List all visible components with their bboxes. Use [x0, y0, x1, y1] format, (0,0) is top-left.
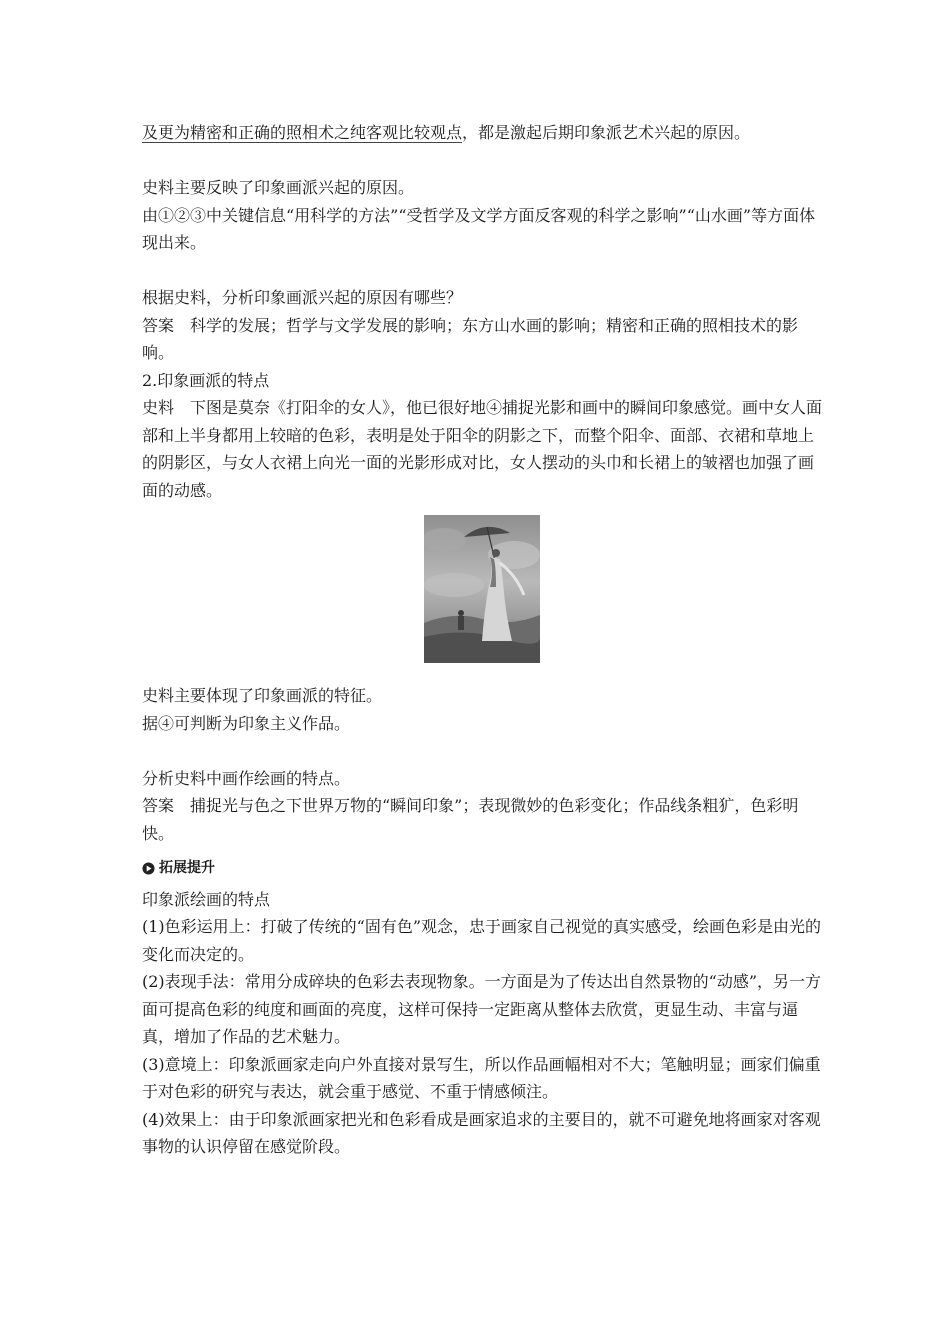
- painting-figure: [142, 515, 822, 663]
- feature-line-1: 史料主要体现了印象画派的特征。: [142, 686, 383, 705]
- extension-item-3: (3)意境上：印象派画家走向户外直接对景写生，所以作品画幅相对不大；笔触明显；画家们偏重于对色彩的研究与表达，就会重于感觉、不重于情感倾注。: [142, 1054, 821, 1101]
- extension-title: 拓展提升: [159, 860, 215, 876]
- intro-sentence-tail: ，都是激起后期印象派艺术兴起的原因。: [462, 123, 751, 142]
- extension-item-4: (4)效果上：由于印象派画家把光和色彩看成是画家追求的主要目的，就不可避免地将画家对客观事物的认识停留在感觉阶段。: [142, 1109, 821, 1156]
- underlined-phrase: 及更为精密和正确的照相术之纯客观比较观点: [142, 123, 463, 142]
- painting-woman-with-parasol-image: [424, 515, 540, 663]
- source-material-2: 史料 下图是莫奈《打阳伞的女人》，他已很好地④捕捉光影和画中的瞬间印象感觉。画中女人面部和上半身都用上较暗的色彩，表明是处于阳伞的阴影之下，而整个阳伞、面部、衣裙和草地上的阴影区，与女人衣裙上向光一面的光影形成对比，女人摆动的头巾和长裙上的皱褶也加强了画面的动感。: [142, 398, 823, 500]
- section-heading-2: 2.印象画派的特点: [142, 370, 270, 390]
- answer-1: 答案 科学的发展；哲学与文学发展的影响；东方山水画的影响；精密和正确的照相技术的影响。: [142, 315, 799, 362]
- answer-2: 答案 捕捉光与色之下世界万物的“瞬间印象”；表现微妙的色彩变化；作品线条粗犷，色彩明快。: [142, 796, 799, 843]
- analysis-line-1: 史料主要反映了印象画派兴起的原因。: [142, 178, 415, 197]
- question-1: 根据史料，分析印象画派兴起的原因有哪些？: [142, 288, 463, 307]
- extension-item-1: (1)色彩运用上：打破了传统的“固有色”观念，忠于画家自己视觉的真实感受，绘画色彩是由光的变化而决定的。: [142, 917, 822, 964]
- intro-sentence: [142, 119, 822, 147]
- extension-item-2: (2)表现手法：常用分成碎块的色彩去表现物象。一方面是为了传达出自然景物的“动感”，另一方面可提高色彩的纯度和画面的亮度，这样可保持一定距离从整体去欣赏，更显生动、丰富与逼真，增加了作品的艺术魅力。: [142, 972, 822, 1046]
- document-page: [142, 119, 822, 1161]
- play-circle-icon: [142, 862, 155, 875]
- extension-heading: [142, 855, 822, 883]
- analysis-line-2: 由①②③中关键信息“用科学的方法”“受哲学及文学方面反客观的科学之影响”“山水画”等方面体现出来。: [142, 205, 816, 252]
- extension-subtitle: 印象派绘画的特点: [142, 889, 271, 909]
- question-2: 分析史料中画作绘画的特点。: [142, 768, 351, 788]
- feature-line-2: 据④可判断为印象主义作品。: [142, 713, 351, 733]
